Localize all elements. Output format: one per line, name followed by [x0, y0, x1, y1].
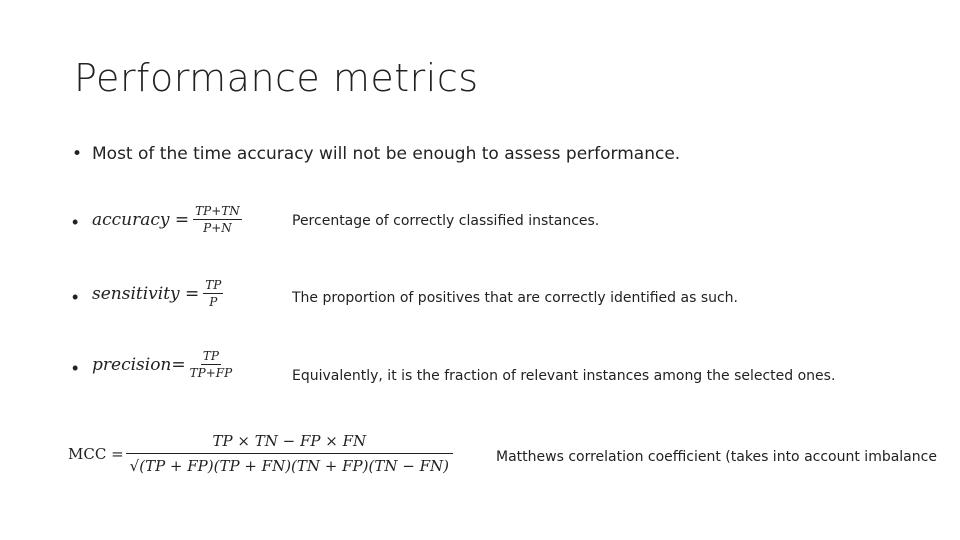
formula-lhs: accuracy =: [92, 209, 190, 230]
formula-numerator: TP+TN: [195, 204, 240, 218]
formula-denominator: P: [209, 295, 218, 309]
formula-denominator: TP+FP: [189, 366, 233, 380]
mcc-lhs: MCC =: [68, 444, 124, 463]
sensitivity-description: The proportion of positives that are correctly identified as such.: [292, 290, 739, 306]
mcc-formula: [68, 432, 449, 475]
mcc-numerator: TP × TN − FP × FN: [126, 432, 453, 454]
mcc-denominator: √(TP + FP)(TP + FN)(TN + FP)(TN − FN): [129, 457, 449, 475]
mcc-description: Matthews correlation coefficient (takes into account imbalance: [496, 449, 937, 465]
accuracy-formula: [92, 204, 242, 235]
sensitivity-formula: [92, 278, 223, 309]
formula-lhs: precision=: [92, 354, 186, 375]
slide-title: Performance metrics: [74, 56, 479, 100]
formula-lhs: sensitivity =: [92, 283, 200, 304]
bullet-dot: •: [72, 144, 83, 164]
bullet-dot: •: [72, 287, 79, 307]
mcc-fraction: [130, 432, 449, 475]
intro-text: Most of the time accuracy will not be enough to assess performance.: [92, 144, 681, 164]
bullet-dot: •: [72, 358, 79, 378]
bullet-dot: •: [72, 212, 79, 232]
formula-fraction: [193, 204, 242, 235]
formula-fraction: [203, 278, 223, 309]
accuracy-description: Percentage of correctly classified instances.: [292, 213, 600, 229]
formula-denominator: P+N: [203, 221, 232, 235]
formula-numerator: TP: [205, 278, 222, 292]
precision-description: Equivalently, it is the fraction of relevant instances among the selected ones.: [292, 368, 836, 384]
precision-formula: [92, 349, 232, 380]
formula-numerator: TP: [202, 349, 219, 363]
formula-fraction: [190, 349, 233, 380]
